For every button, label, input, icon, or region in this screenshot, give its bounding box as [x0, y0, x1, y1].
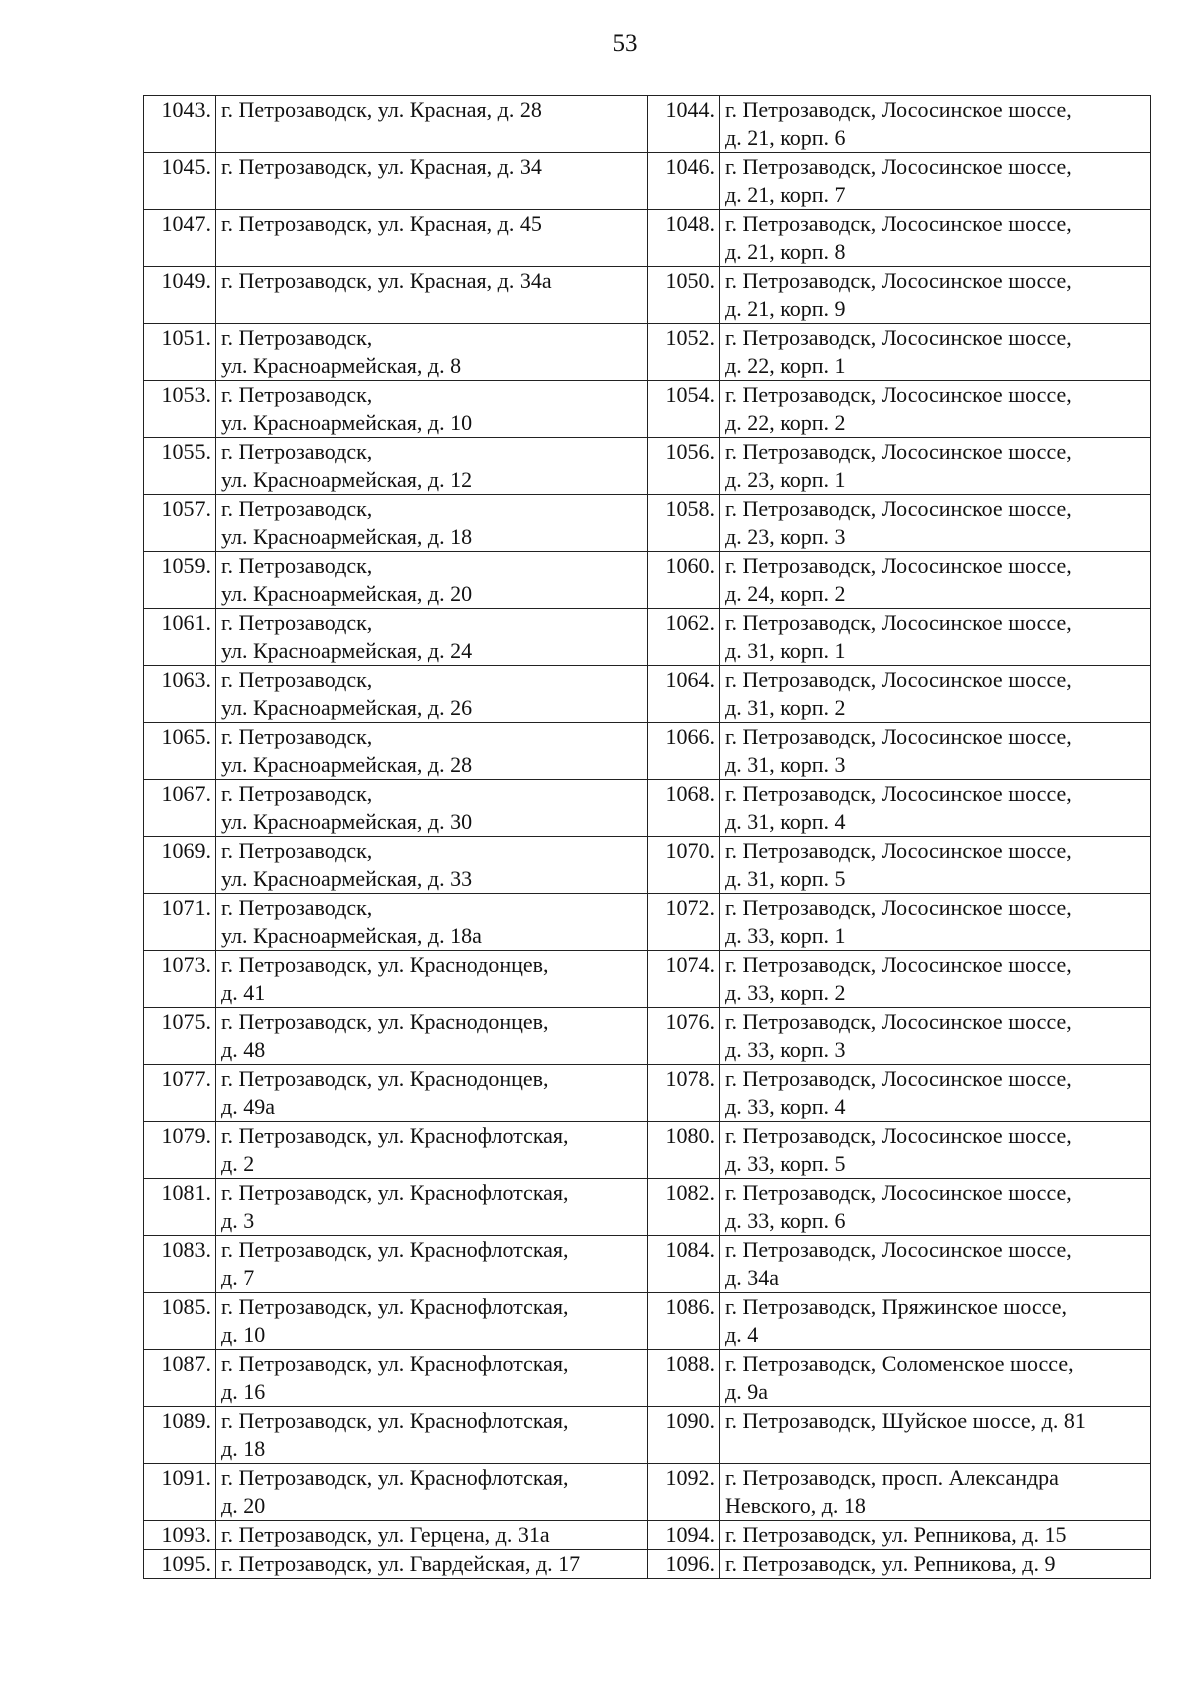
address-right	[720, 1122, 1151, 1179]
address-line: г. Петрозаводск, Пряжинское шоссе,	[725, 1294, 1067, 1319]
address-line: д. 21, корп. 6	[725, 125, 846, 150]
address-line: д. 33, корп. 3	[725, 1037, 846, 1062]
address-left	[216, 1293, 648, 1350]
address-left	[216, 324, 648, 381]
entry-number-right: 1056.	[648, 438, 720, 495]
address-table	[143, 95, 1151, 1579]
table-row	[144, 324, 1151, 381]
address-line: д. 33, корп. 5	[725, 1151, 846, 1176]
address-left	[216, 1521, 648, 1550]
entry-number-left: 1063.	[144, 666, 216, 723]
address-line: г. Петрозаводск, Лососинское шоссе,	[725, 724, 1072, 749]
address-line: г. Петрозаводск, ул. Краснофлотская,	[221, 1180, 569, 1205]
address-line: ул. Красноармейская, д. 24	[221, 638, 473, 663]
entry-number-right: 1074.	[648, 951, 720, 1008]
address-line: д. 21, корп. 7	[725, 182, 846, 207]
entry-number-right: 1068.	[648, 780, 720, 837]
entry-number-right: 1092.	[648, 1464, 720, 1521]
entry-number-left: 1087.	[144, 1350, 216, 1407]
address-line: г. Петрозаводск, Лососинское шоссе,	[725, 1123, 1072, 1148]
address-right	[720, 1293, 1151, 1350]
address-line: г. Петрозаводск, Лососинское шоссе,	[725, 952, 1072, 977]
entry-number-right: 1078.	[648, 1065, 720, 1122]
address-line: г. Петрозаводск, Лососинское шоссе,	[725, 1009, 1072, 1034]
address-line: д. 33, корп. 2	[725, 980, 846, 1005]
address-line: г. Петрозаводск, Лососинское шоссе,	[725, 667, 1072, 692]
address-right	[720, 552, 1151, 609]
address-line: ул. Красноармейская, д. 8	[221, 353, 462, 378]
address-line: г. Петрозаводск, Лососинское шоссе,	[725, 838, 1072, 863]
address-line: д. 22, корп. 1	[725, 353, 846, 378]
address-line: г. Петрозаводск, ул. Краснофлотская,	[221, 1465, 569, 1490]
address-right	[720, 951, 1151, 1008]
page-number: 53	[612, 30, 638, 57]
table-row	[144, 1350, 1151, 1407]
entry-number-right: 1072.	[648, 894, 720, 951]
entry-number-right: 1052.	[648, 324, 720, 381]
address-left	[216, 153, 648, 210]
address-line: г. Петрозаводск, Шуйское шоссе, д. 81	[725, 1408, 1086, 1433]
address-left	[216, 1350, 648, 1407]
address-right	[720, 1464, 1151, 1521]
entry-number-right: 1066.	[648, 723, 720, 780]
table-row	[144, 1550, 1151, 1579]
address-right	[720, 1236, 1151, 1293]
address-right	[720, 1350, 1151, 1407]
address-line: г. Петрозаводск, Лососинское шоссе,	[725, 895, 1072, 920]
entry-number-right: 1096.	[648, 1550, 720, 1579]
address-line: г. Петрозаводск, ул. Репникова, д. 9	[725, 1551, 1056, 1576]
address-right	[720, 1521, 1151, 1550]
address-line: г. Петрозаводск, Лососинское шоссе,	[725, 1066, 1072, 1091]
address-line: г. Петрозаводск, Лососинское шоссе,	[725, 496, 1072, 521]
address-right	[720, 780, 1151, 837]
address-line: д. 18	[221, 1436, 266, 1461]
table-row	[144, 381, 1151, 438]
entry-number-right: 1082.	[648, 1179, 720, 1236]
table-row	[144, 1122, 1151, 1179]
address-line: д. 7	[221, 1265, 255, 1290]
address-line: д. 22, корп. 2	[725, 410, 846, 435]
address-left	[216, 267, 648, 324]
address-line: д. 2	[221, 1151, 255, 1176]
table-row	[144, 837, 1151, 894]
address-right	[720, 1179, 1151, 1236]
entry-number-left: 1049.	[144, 267, 216, 324]
entry-number-left: 1067.	[144, 780, 216, 837]
address-line: д. 21, корп. 9	[725, 296, 846, 321]
address-line: г. Петрозаводск, ул. Герцена, д. 31а	[221, 1522, 550, 1547]
entry-number-left: 1055.	[144, 438, 216, 495]
address-line: г. Петрозаводск, ул. Красная, д. 34	[221, 154, 542, 179]
address-left	[216, 894, 648, 951]
table-row	[144, 1236, 1151, 1293]
address-line: д. 4	[725, 1322, 759, 1347]
entry-number-right: 1090.	[648, 1407, 720, 1464]
address-line: д. 33, корп. 6	[725, 1208, 846, 1233]
address-line: д. 10	[221, 1322, 266, 1347]
entry-number-right: 1046.	[648, 153, 720, 210]
address-line: г. Петрозаводск,	[221, 496, 373, 521]
address-left	[216, 1464, 648, 1521]
address-right	[720, 153, 1151, 210]
address-line: ул. Красноармейская, д. 33	[221, 866, 473, 891]
table-row	[144, 1179, 1151, 1236]
entry-number-left: 1057.	[144, 495, 216, 552]
entry-number-left: 1065.	[144, 723, 216, 780]
address-left	[216, 438, 648, 495]
entry-number-left: 1053.	[144, 381, 216, 438]
address-line: ул. Красноармейская, д. 18	[221, 524, 473, 549]
address-left	[216, 96, 648, 153]
address-left	[216, 1407, 648, 1464]
address-right	[720, 210, 1151, 267]
table-row	[144, 666, 1151, 723]
table-row	[144, 96, 1151, 153]
address-left	[216, 495, 648, 552]
table-row	[144, 1464, 1151, 1521]
address-left	[216, 951, 648, 1008]
table-row	[144, 153, 1151, 210]
address-line: г. Петрозаводск, ул. Краснодонцев,	[221, 1066, 549, 1091]
address-left	[216, 1008, 648, 1065]
entry-number-left: 1073.	[144, 951, 216, 1008]
address-left	[216, 552, 648, 609]
entry-number-right: 1050.	[648, 267, 720, 324]
entry-number-left: 1081.	[144, 1179, 216, 1236]
entry-number-left: 1079.	[144, 1122, 216, 1179]
address-line: д. 33, корп. 4	[725, 1094, 846, 1119]
address-line: г. Петрозаводск, Лососинское шоссе,	[725, 211, 1072, 236]
address-line: г. Петрозаводск, ул. Краснофлотская,	[221, 1351, 569, 1376]
entry-number-right: 1088.	[648, 1350, 720, 1407]
address-line: ул. Красноармейская, д. 26	[221, 695, 473, 720]
address-left	[216, 1065, 648, 1122]
address-line: г. Петрозаводск, ул. Красная, д. 45	[221, 211, 542, 236]
address-left	[216, 1179, 648, 1236]
address-line: г. Петрозаводск, просп. Александра	[725, 1465, 1059, 1490]
address-line: г. Петрозаводск,	[221, 439, 373, 464]
address-line: д. 31, корп. 3	[725, 752, 846, 777]
entry-number-left: 1047.	[144, 210, 216, 267]
address-line: д. 16	[221, 1379, 266, 1404]
entry-number-right: 1058.	[648, 495, 720, 552]
entry-number-left: 1089.	[144, 1407, 216, 1464]
address-line: г. Петрозаводск, Лососинское шоссе,	[725, 154, 1072, 179]
table-row	[144, 951, 1151, 1008]
entry-number-left: 1061.	[144, 609, 216, 666]
address-left	[216, 780, 648, 837]
entry-number-left: 1045.	[144, 153, 216, 210]
address-line: г. Петрозаводск, Лососинское шоссе,	[725, 1237, 1072, 1262]
entry-number-right: 1054.	[648, 381, 720, 438]
address-left	[216, 1550, 648, 1579]
table-row	[144, 1065, 1151, 1122]
address-right	[720, 324, 1151, 381]
entry-number-left: 1077.	[144, 1065, 216, 1122]
address-line: д. 31, корп. 1	[725, 638, 846, 663]
entry-number-right: 1062.	[648, 609, 720, 666]
address-line: д. 31, корп. 2	[725, 695, 846, 720]
table-row	[144, 1293, 1151, 1350]
address-line: ул. Красноармейская, д. 20	[221, 581, 473, 606]
address-line: д. 49а	[221, 1094, 275, 1119]
address-line: д. 24, корп. 2	[725, 581, 846, 606]
entry-number-left: 1075.	[144, 1008, 216, 1065]
address-right	[720, 495, 1151, 552]
entry-number-left: 1083.	[144, 1236, 216, 1293]
address-line: г. Петрозаводск,	[221, 838, 373, 863]
address-left	[216, 609, 648, 666]
entry-number-right: 1070.	[648, 837, 720, 894]
address-line: ул. Красноармейская, д. 12	[221, 467, 473, 492]
address-left	[216, 837, 648, 894]
address-line: ул. Красноармейская, д. 28	[221, 752, 473, 777]
address-line: д. 9а	[725, 1379, 768, 1404]
entry-number-right: 1048.	[648, 210, 720, 267]
address-right	[720, 1550, 1151, 1579]
address-line: г. Петрозаводск,	[221, 325, 373, 350]
table-row	[144, 267, 1151, 324]
address-line: г. Петрозаводск, ул. Краснофлотская,	[221, 1123, 569, 1148]
address-line: г. Петрозаводск, ул. Краснофлотская,	[221, 1408, 569, 1433]
address-line: г. Петрозаводск, Лососинское шоссе,	[725, 97, 1072, 122]
address-left	[216, 381, 648, 438]
entry-number-left: 1069.	[144, 837, 216, 894]
address-line: ул. Красноармейская, д. 18а	[221, 923, 482, 948]
address-line: г. Петрозаводск,	[221, 610, 373, 635]
address-line: д. 3	[221, 1208, 255, 1233]
address-line: г. Петрозаводск, Лососинское шоссе,	[725, 268, 1072, 293]
address-line: г. Петрозаводск, Лососинское шоссе,	[725, 439, 1072, 464]
table-row	[144, 894, 1151, 951]
entry-number-right: 1094.	[648, 1521, 720, 1550]
entry-number-right: 1044.	[648, 96, 720, 153]
table-row	[144, 438, 1151, 495]
address-right	[720, 609, 1151, 666]
address-right	[720, 1008, 1151, 1065]
address-right	[720, 267, 1151, 324]
address-line: г. Петрозаводск,	[221, 553, 373, 578]
address-line: г. Петрозаводск, ул. Красная, д. 34а	[221, 268, 552, 293]
entry-number-left: 1059.	[144, 552, 216, 609]
address-line: г. Петрозаводск, ул. Красная, д. 28	[221, 97, 542, 122]
entry-number-left: 1051.	[144, 324, 216, 381]
address-line: д. 31, корп. 5	[725, 866, 846, 891]
address-line: д. 34а	[725, 1265, 779, 1290]
entry-number-right: 1086.	[648, 1293, 720, 1350]
address-right	[720, 666, 1151, 723]
address-left	[216, 723, 648, 780]
table-row	[144, 1407, 1151, 1464]
address-line: г. Петрозаводск, Лососинское шоссе,	[725, 610, 1072, 635]
address-right	[720, 96, 1151, 153]
address-line: г. Петрозаводск, Лососинское шоссе,	[725, 382, 1072, 407]
address-line: д. 31, корп. 4	[725, 809, 846, 834]
address-right	[720, 894, 1151, 951]
table-row	[144, 723, 1151, 780]
address-right	[720, 723, 1151, 780]
address-table-body	[144, 96, 1151, 1579]
entry-number-left: 1085.	[144, 1293, 216, 1350]
table-row	[144, 552, 1151, 609]
entry-number-right: 1076.	[648, 1008, 720, 1065]
address-left	[216, 1236, 648, 1293]
table-row	[144, 609, 1151, 666]
address-line: д. 33, корп. 1	[725, 923, 846, 948]
address-line: г. Петрозаводск, ул. Краснофлотская,	[221, 1294, 569, 1319]
address-line: д. 48	[221, 1037, 266, 1062]
address-line: ул. Красноармейская, д. 10	[221, 410, 473, 435]
address-right	[720, 1407, 1151, 1464]
address-line: д. 23, корп. 1	[725, 467, 846, 492]
address-line: д. 20	[221, 1493, 266, 1518]
address-left	[216, 1122, 648, 1179]
address-line: г. Петрозаводск,	[221, 667, 373, 692]
entry-number-left: 1095.	[144, 1550, 216, 1579]
entry-number-right: 1084.	[648, 1236, 720, 1293]
table-row	[144, 210, 1151, 267]
address-left	[216, 666, 648, 723]
entry-number-right: 1060.	[648, 552, 720, 609]
address-line: г. Петрозаводск, ул. Репникова, д. 15	[725, 1522, 1067, 1547]
address-line: г. Петрозаводск,	[221, 382, 373, 407]
table-row	[144, 1008, 1151, 1065]
address-line: г. Петрозаводск, Лососинское шоссе,	[725, 325, 1072, 350]
address-line: г. Петрозаводск, ул. Краснодонцев,	[221, 952, 549, 977]
table-row	[144, 1521, 1151, 1550]
entry-number-left: 1091.	[144, 1464, 216, 1521]
address-line: г. Петрозаводск, Лососинское шоссе,	[725, 553, 1072, 578]
address-line: д. 21, корп. 8	[725, 239, 846, 264]
address-left	[216, 210, 648, 267]
address-line: г. Петрозаводск, Лососинское шоссе,	[725, 781, 1072, 806]
address-right	[720, 438, 1151, 495]
address-line: г. Петрозаводск, ул. Краснодонцев,	[221, 1009, 549, 1034]
address-line: г. Петрозаводск,	[221, 724, 373, 749]
address-line: ул. Красноармейская, д. 30	[221, 809, 473, 834]
address-right	[720, 381, 1151, 438]
table-row	[144, 780, 1151, 837]
address-line: г. Петрозаводск, ул. Краснофлотская,	[221, 1237, 569, 1262]
address-line: г. Петрозаводск, ул. Гвардейская, д. 17	[221, 1551, 581, 1576]
address-line: г. Петрозаводск,	[221, 781, 373, 806]
address-right	[720, 837, 1151, 894]
entry-number-left: 1093.	[144, 1521, 216, 1550]
address-line: г. Петрозаводск, Соломенское шоссе,	[725, 1351, 1074, 1376]
address-line: д. 23, корп. 3	[725, 524, 846, 549]
entry-number-left: 1071.	[144, 894, 216, 951]
address-line: г. Петрозаводск,	[221, 895, 373, 920]
entry-number-right: 1064.	[648, 666, 720, 723]
address-line: д. 41	[221, 980, 266, 1005]
address-line: Невского, д. 18	[725, 1493, 866, 1518]
address-line: г. Петрозаводск, Лососинское шоссе,	[725, 1180, 1072, 1205]
address-right	[720, 1065, 1151, 1122]
table-row	[144, 495, 1151, 552]
entry-number-left: 1043.	[144, 96, 216, 153]
entry-number-right: 1080.	[648, 1122, 720, 1179]
